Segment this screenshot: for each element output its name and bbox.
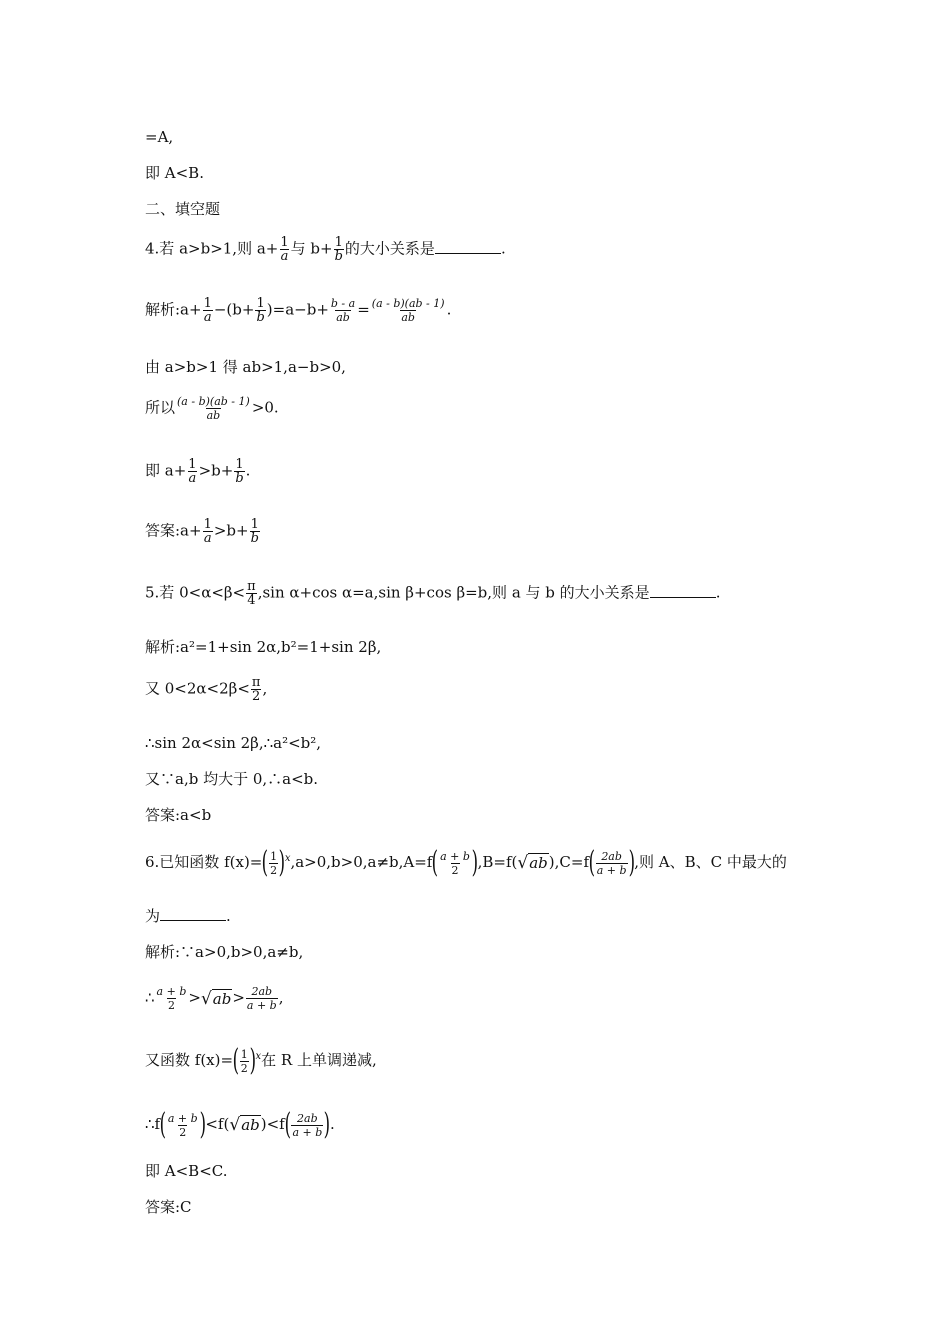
- solution-4-line-1: 解析:a+ $\frac{1}{a}$ −(b+ $\frac{1}{b}$ )=a−b+ $\frac{b - a}{ab}$ = $\frac{(a - b)(ab - 1)}{ab}$ .: [145, 296, 452, 325]
- answer-4: 答案:a+ $\frac{1}{a}$ >b+ $\frac{1}{b}$: [145, 517, 259, 546]
- solution-4-line-2: 由 a>b>1 得 ab>1,a−b>0,: [145, 358, 346, 376]
- section-heading: 二、填空题: [145, 200, 221, 218]
- answer-blank: [435, 239, 501, 254]
- answer-blank: [160, 906, 226, 921]
- solution-4-line-4: 即 a+ $\frac{1}{a}$ >b+ $\frac{1}{b}$ .: [145, 457, 251, 486]
- solution-6-line-5: 即 A<B<C.: [145, 1162, 228, 1180]
- question-6-line-2: 为 .: [145, 907, 231, 925]
- answer-5: 答案:a<b: [145, 806, 212, 824]
- text-line: 即 A<B.: [145, 164, 204, 182]
- solution-6-line-3: 又函数 f(x)=( $\frac{1}{2}$ )$^x$在 R 上单调递减,: [145, 1043, 377, 1078]
- solution-6-line-2: ∴ $\frac{a + b}{2}$ >√ab> $\frac{2ab}{a + b}$ ,: [145, 985, 284, 1012]
- question-5: 5.若 0<α<β< $\frac{\pi}{4}$ ,sin α+cos α=a,sin β+cos β=b,则 a 与 b 的大小关系是 .: [145, 579, 721, 608]
- solution-5-line-1: 解析:a²=1+sin 2α,b²=1+sin 2β,: [145, 638, 382, 656]
- question-6: 6.已知函数 f(x)=( $\frac{1}{2}$ )$^x$,a>0,b>0,a≠b,A=f( $\frac{a + b}{2}$ ),B=f(√ab),C=f( $\frac{2ab}{a + b}$ ),则 A、B、C 中最大的: [145, 845, 787, 880]
- text-line: =A,: [145, 128, 174, 146]
- solution-4-line-3: 所以 $\frac{(a - b)(ab - 1)}{ab}$ >0.: [145, 395, 279, 422]
- answer-blank: [650, 583, 716, 598]
- solution-6-line-1: 解析:∵a>0,b>0,a≠b,: [145, 943, 304, 961]
- answer-6: 答案:C: [145, 1198, 192, 1216]
- solution-5-line-3: ∴sin 2α<sin 2β,∴a²<b²,: [145, 734, 322, 752]
- question-4: 4.若 a>b>1,则 a+ $\frac{1}{a}$ 与 b+ $\frac{1}{b}$ 的大小关系是 .: [145, 235, 506, 264]
- solution-5-line-2: 又 0<2α<2β< $\frac{\pi}{2}$ ,: [145, 675, 268, 704]
- solution-6-line-4: ∴f( $\frac{a + b}{2}$ )<f(√ab)<f( $\frac{2ab}{a + b}$ ).: [145, 1107, 335, 1142]
- solution-5-line-4: 又∵a,b 均大于 0,∴a<b.: [145, 770, 319, 788]
